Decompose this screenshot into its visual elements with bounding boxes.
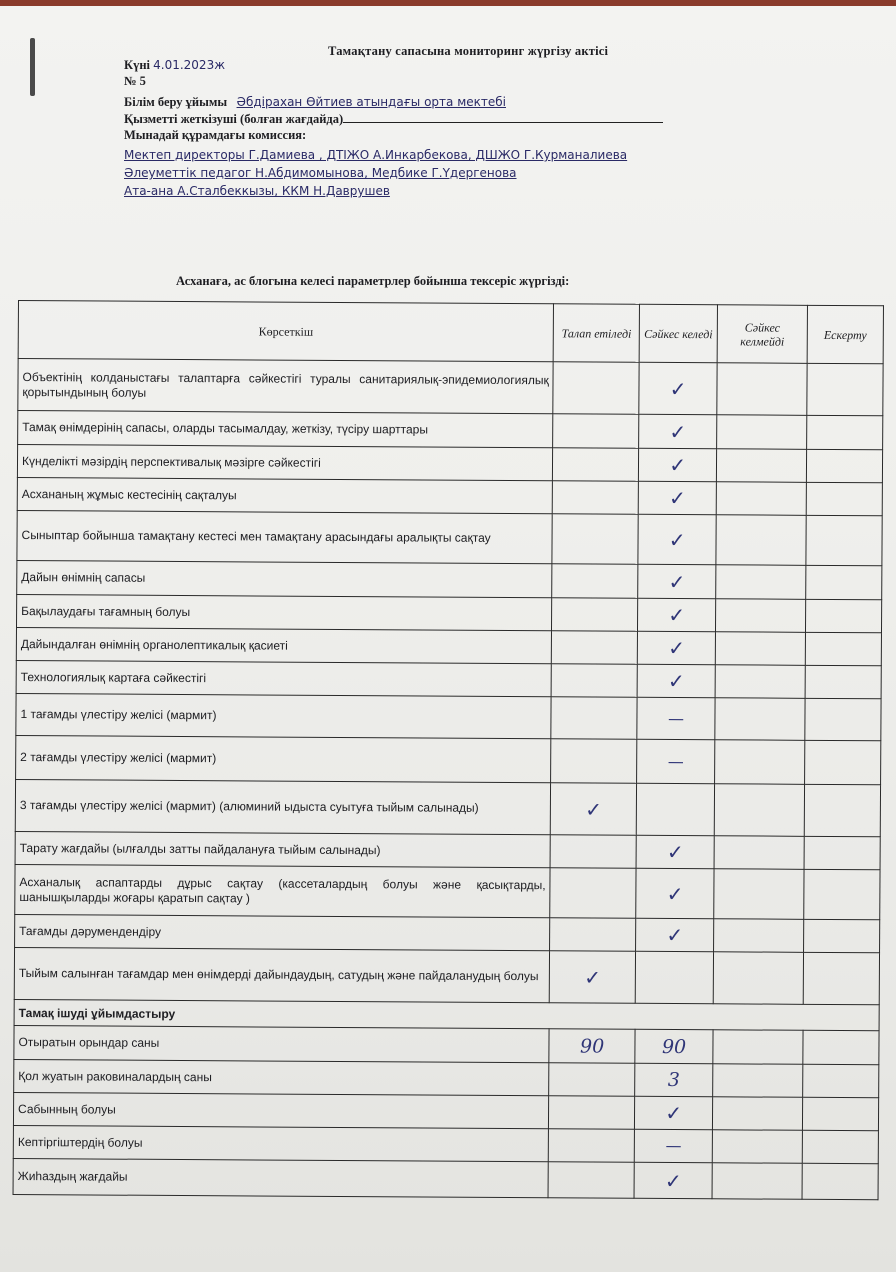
school-value: Әбдірахан Өйтиев атындағы орта мектебі <box>236 95 506 109</box>
row-indicator: Дайындалған өнімнің органолептикалық қасиеті <box>16 627 551 663</box>
row-indicator: Асханалық аспаптарды дұрыс сақтау (кассеталардың болуы және қасықтарды, шанышқыларды жоғары қаратып сақтау ) <box>15 864 551 917</box>
row-required <box>551 739 637 784</box>
table-row <box>13 1125 878 1163</box>
table-row <box>15 864 880 919</box>
row-required <box>550 783 636 836</box>
row-noncompliant <box>712 1163 802 1200</box>
row-noncompliant <box>715 698 805 741</box>
row-indicator: Қол жуатын раковиналардың саны <box>14 1059 549 1095</box>
handwritten-number: 90 <box>661 1035 687 1058</box>
table-header-row <box>18 301 883 364</box>
row-required <box>553 362 639 415</box>
row-indicator: 2 тағамды үлестіру желісі (мармит) <box>16 735 551 782</box>
row-note <box>804 869 880 919</box>
date-line <box>124 58 225 73</box>
row-note <box>805 740 881 784</box>
row-compliant <box>636 783 714 835</box>
handwritten-number: 90 <box>579 1034 605 1058</box>
row-required <box>550 835 636 869</box>
handwritten-check-mark: ✓ <box>668 602 686 628</box>
table-row <box>13 1158 878 1199</box>
handwritten-check-mark: ✓ <box>585 796 603 822</box>
row-indicator: Объектінің колданыстағы талаптарға сәйкестігі туралы санитариялық-эпидемиологиялық қорытындының болуы <box>18 359 554 414</box>
row-required <box>549 1096 635 1130</box>
table-row <box>15 831 880 869</box>
row-required <box>549 1029 635 1064</box>
col-compliant: Сәйкес келеді <box>639 304 717 362</box>
handwritten-check-mark: ✓ <box>584 964 602 990</box>
handwritten-check-mark: ✓ <box>666 881 684 906</box>
row-note <box>806 515 882 565</box>
row-note <box>804 784 880 836</box>
row-noncompliant <box>715 665 805 699</box>
row-required <box>552 514 638 565</box>
row-noncompliant <box>716 599 806 633</box>
row-compliant <box>634 1129 712 1162</box>
provider-blank <box>343 112 663 123</box>
row-required <box>549 951 635 1004</box>
row-indicator: Сабынның болуы <box>13 1092 548 1128</box>
row-noncompliant <box>713 952 803 1005</box>
row-required <box>548 1162 634 1199</box>
row-indicator: Асхананың жұмыс кестесінің сақталуы <box>17 477 552 513</box>
table-row <box>17 560 882 599</box>
table-row <box>16 627 881 665</box>
row-indicator: Кептіргіштердің болуы <box>13 1125 548 1161</box>
row-noncompliant <box>715 632 805 666</box>
row-note <box>803 1064 879 1097</box>
row-required <box>550 868 636 919</box>
handwritten-check-mark: ✓ <box>664 1168 682 1193</box>
handwritten-check-mark: ✓ <box>668 635 685 661</box>
handwritten-check-mark: ✓ <box>666 922 684 948</box>
handwritten-check-mark: ✓ <box>668 485 686 511</box>
row-required <box>548 1129 634 1163</box>
table-row <box>18 359 883 416</box>
row-noncompliant <box>712 1130 802 1164</box>
row-required <box>552 481 638 515</box>
row-indicator: Дайын өнімнің сапасы <box>17 560 552 597</box>
row-note <box>802 1163 878 1199</box>
row-noncompliant <box>716 515 806 566</box>
table-row <box>13 1092 878 1130</box>
row-compliant <box>634 1162 712 1198</box>
section-title: Тамақ ішуді ұйымдастыру <box>14 999 879 1030</box>
row-note <box>805 632 881 665</box>
row-note <box>806 599 882 632</box>
row-note <box>807 415 883 449</box>
row-indicator: Тағамды дәрумендендіру <box>15 914 550 950</box>
row-note <box>806 482 882 515</box>
row-compliant <box>635 1029 713 1063</box>
inspection-subtitle: Асханаға, ас блогына келесі параметрлер бойынша тексеріс жүргізді: <box>176 274 570 288</box>
row-required <box>552 564 638 599</box>
row-indicator: Сыныптар бойынша тамақтану кестесі мен тамақтану арасындағы аралықты сақтау <box>17 510 553 563</box>
row-required <box>553 414 639 449</box>
row-indicator: Тыйым салынған тағамдар мен өнімдерді дайындаудың, сатудың және пайдаланудың болуы <box>14 947 550 1002</box>
handwritten-check-mark: ✓ <box>667 668 685 694</box>
row-note <box>806 565 882 599</box>
row-indicator: Технологиялық картаға сәйкестігі <box>16 660 551 696</box>
row-indicator: Тарату жағдайы (ылғалды затты пайдалануға тыйым салынады) <box>15 831 550 867</box>
row-noncompliant <box>713 1030 803 1065</box>
row-note <box>806 449 882 482</box>
row-required <box>552 598 638 632</box>
row-compliant <box>636 918 714 951</box>
row-compliant <box>637 697 715 739</box>
col-noncompliant: Сәйкес келмейді <box>717 305 807 364</box>
row-indicator: Отыратын орындар саны <box>14 1025 549 1062</box>
provider-line <box>124 112 663 127</box>
commission-line-3: Ата-ана А.Сталбеккызы, ККМ Н.Даврушев <box>124 184 390 198</box>
date-value: 4.01.2023ж <box>153 58 226 72</box>
date-label: Күні <box>124 58 150 72</box>
handwritten-check-mark: ✓ <box>666 839 684 865</box>
row-note <box>802 1097 878 1130</box>
row-noncompliant <box>716 449 806 483</box>
row-compliant <box>639 362 717 414</box>
row-compliant <box>639 448 717 481</box>
row-compliant <box>636 868 714 918</box>
row-compliant <box>639 414 717 448</box>
row-noncompliant <box>716 482 806 516</box>
row-compliant <box>637 739 715 783</box>
row-noncompliant <box>717 415 807 450</box>
col-required: Талап етіледі <box>553 304 639 363</box>
table-row <box>15 914 880 952</box>
handwritten-number: 3 <box>667 1068 680 1092</box>
row-required <box>553 448 639 482</box>
row-note <box>804 919 880 952</box>
commission-line-2: Әлеуметтік педагог Н.Абдимомынова, Медбике Г.Үдергенова <box>124 166 517 180</box>
row-noncompliant <box>717 363 807 416</box>
row-noncompliant <box>716 565 806 600</box>
inspection-table <box>13 300 884 1200</box>
row-note <box>807 363 883 415</box>
table-row <box>14 1025 879 1064</box>
handwritten-check-mark: ✓ <box>669 376 687 401</box>
row-compliant <box>635 951 713 1003</box>
school-line <box>124 95 506 110</box>
row-indicator: Бақылаудағы тағамның болуы <box>16 594 551 630</box>
commission-line-1: Мектеп директоры Г.Дамиева , ДТІЖО А.Инкарбекова, ДШЖО Г.Курманалиева <box>124 148 628 162</box>
handwritten-check-mark: ✓ <box>668 527 686 552</box>
row-noncompliant <box>715 740 805 785</box>
table-row <box>16 594 881 632</box>
row-compliant <box>637 631 715 664</box>
row-note <box>803 952 879 1004</box>
handwritten-check-mark: ✓ <box>669 452 687 478</box>
row-compliant <box>638 564 716 598</box>
row-compliant <box>635 1063 713 1096</box>
row-compliant <box>638 598 716 631</box>
row-indicator: Тамақ өнімдерінің сапасы, оларды тасымалдау, жеткізу, түсіру шарттары <box>18 411 553 448</box>
col-indicator: Көрсеткіш <box>18 301 554 362</box>
row-compliant <box>635 1096 713 1129</box>
handwritten-check-mark: ✓ <box>665 1100 683 1126</box>
document-title: Тамақтану сапасына мониторинг жүргізу актісі <box>328 44 609 58</box>
row-note <box>805 698 881 740</box>
table-row <box>17 477 882 515</box>
row-note <box>803 1030 879 1064</box>
table-row <box>14 947 879 1004</box>
row-required <box>550 918 636 952</box>
row-noncompliant <box>714 919 804 953</box>
row-compliant <box>637 664 715 697</box>
handwritten-check-mark: ✓ <box>668 569 686 594</box>
row-indicator: Жиһаздың жағдайы <box>13 1158 548 1197</box>
row-note <box>802 1130 878 1163</box>
handwritten-dash: — <box>665 1135 682 1156</box>
row-noncompliant <box>714 869 804 920</box>
row-indicator: 3 тағамды үлестіру желісі (мармит) (алюминий ыдыста суытуға тыйым салынады) <box>15 779 551 834</box>
col-note: Ескерту <box>807 305 883 363</box>
commission-label: Мынадай құрамдағы комиссия: <box>124 128 307 142</box>
table-row <box>18 411 883 450</box>
handwritten-check-mark: ✓ <box>669 419 687 444</box>
row-note <box>804 836 880 869</box>
row-noncompliant <box>713 1097 803 1131</box>
act-number: № 5 <box>124 74 146 88</box>
row-indicator: Күнделікті мәзірдің перспективалық мәзірге сәйкестігі <box>17 445 552 481</box>
row-compliant <box>638 481 716 514</box>
row-note <box>805 665 881 698</box>
provider-label: Қызметті жеткізуші (болған жағдайда) <box>124 112 344 126</box>
row-required <box>551 697 637 740</box>
table-row <box>17 510 882 565</box>
table-row <box>16 660 881 698</box>
row-compliant <box>636 835 714 868</box>
row-required <box>552 631 638 665</box>
table-row <box>17 445 882 483</box>
row-noncompliant <box>713 1064 803 1098</box>
row-required <box>551 664 637 698</box>
row-compliant <box>638 514 716 564</box>
row-noncompliant <box>714 836 804 870</box>
table-row <box>16 693 881 740</box>
table-row <box>14 1059 879 1097</box>
binding-mark <box>30 38 35 96</box>
row-noncompliant <box>714 784 804 837</box>
handwritten-dash: — <box>668 708 685 728</box>
table-row <box>16 735 881 784</box>
row-required <box>549 1063 635 1097</box>
table-row <box>15 779 880 836</box>
school-label: Білім беру ұйымы <box>124 95 228 109</box>
handwritten-dash: — <box>667 751 684 771</box>
row-indicator: 1 тағамды үлестіру желісі (мармит) <box>16 693 551 738</box>
